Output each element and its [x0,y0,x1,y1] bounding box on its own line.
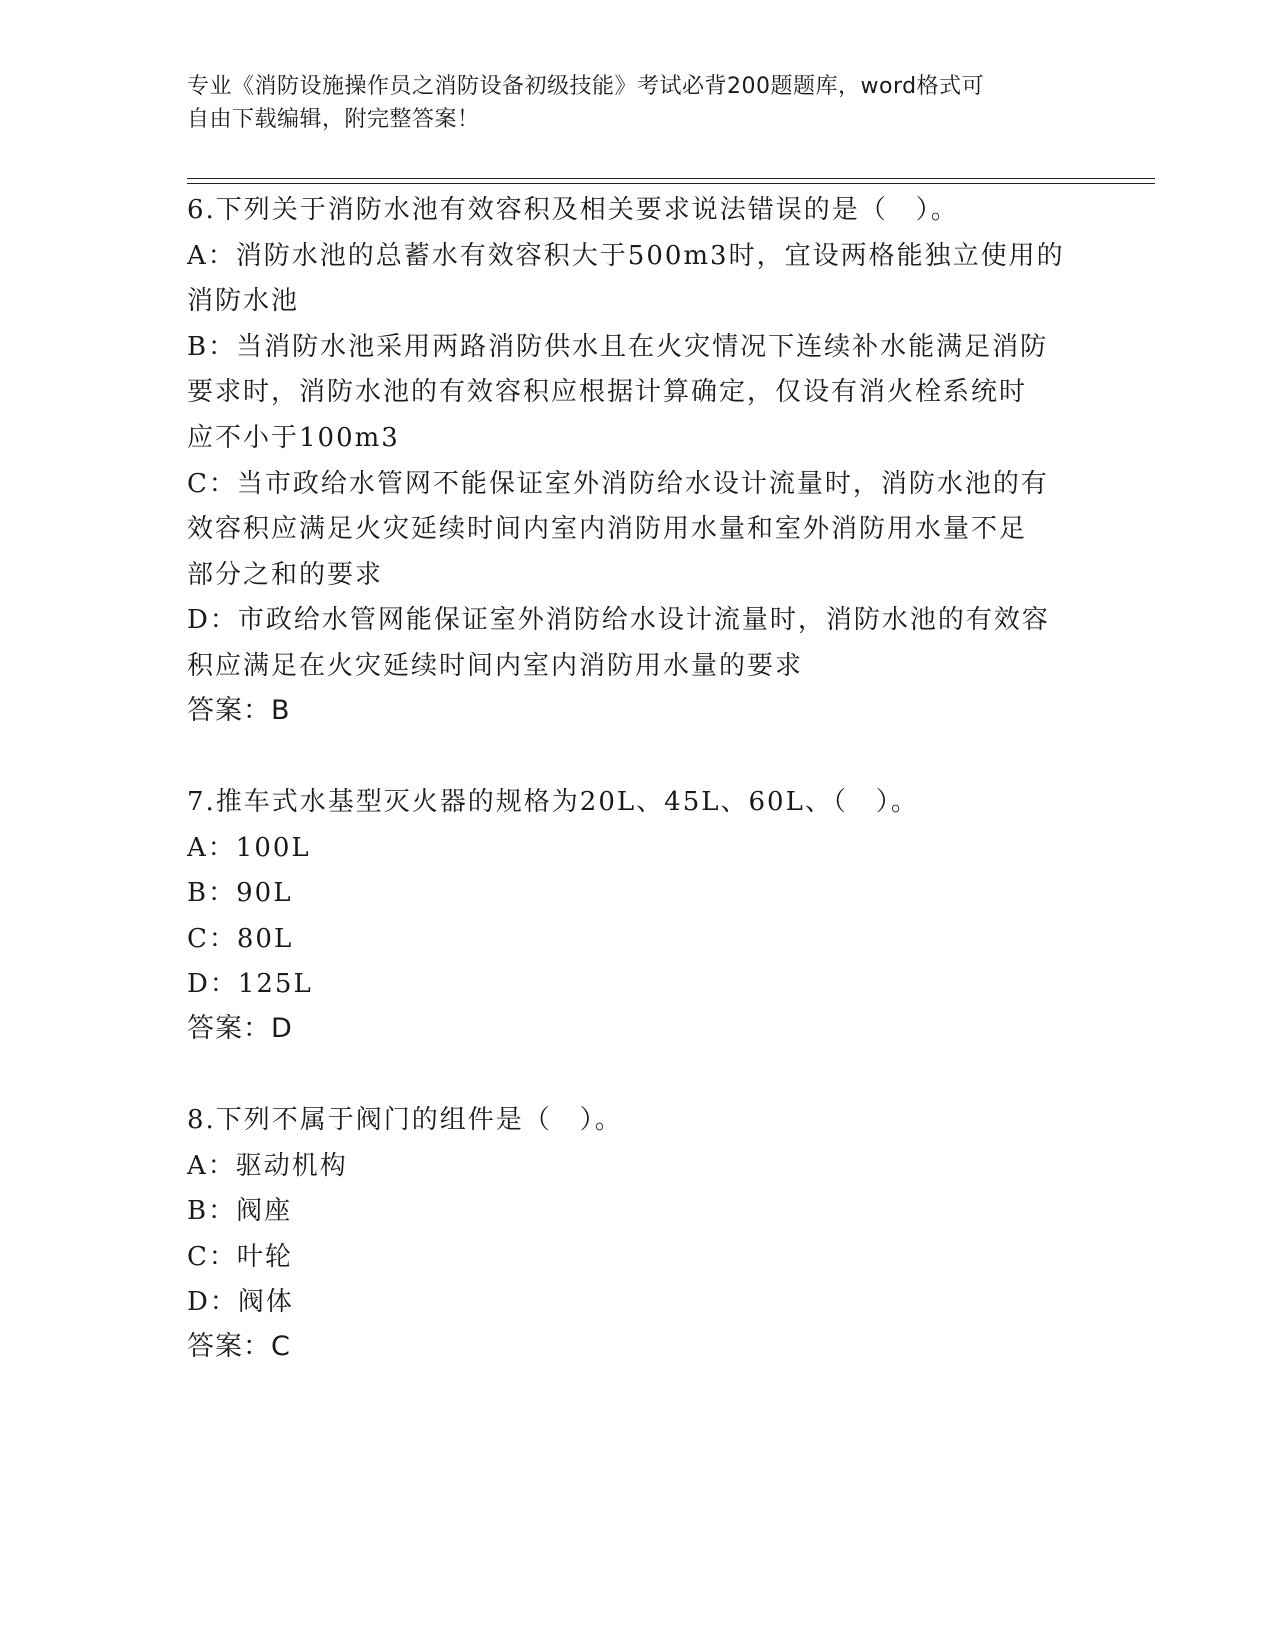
header-line-2: 自由下载编辑，附完整答案！ [187,107,480,132]
option-text: A：消防水池的总蓄水有效容积大于500m3时，宜设两格能独立使用的 [187,240,1065,271]
question-6 [187,188,1067,734]
option-text: B：当消防水池采用两路消防供水且在火灾情况下连续补水能满足消防 [187,331,1049,362]
header-line-1: 专业《消防设施操作员之消防设备初级技能》考试必背200题题库，word格式可 [187,74,985,99]
option-d: D：125L [187,969,313,1000]
option-text: D：市政给水管网能保证室外消防给水设计流量时，消防水池的有效容 [187,605,1050,636]
option-d: D：阀体 [187,1287,294,1318]
header-divider-top [187,178,1155,179]
option-a [187,234,1067,325]
option-c: C：叶轮 [187,1241,293,1272]
answer-text: 答案：D [187,1012,293,1044]
question-stem: 8.下列不属于阀门的组件是（ ）。 [187,1105,623,1135]
question-stem: 7.推车式水基型灭火器的规格为20L、45L、60L、（ ）。 [187,787,919,817]
header-divider-bottom [187,183,1155,184]
option-text: 应不小于100m3 [187,422,400,453]
document-header [187,70,1067,136]
question-7 [187,780,1067,1052]
option-c: C：80L [187,923,294,954]
option-text: 要求时，消防水池的有效容积应根据计算确定，仅设有消火栓系统时 [187,377,1028,408]
answer-text: 答案：C [187,1330,291,1362]
option-text: 部分之和的要求 [187,559,384,590]
option-text: 消防水池 [187,286,300,317]
option-a: A：驱动机构 [187,1150,348,1181]
option-text: 效容积应满足火灾延续时间内室内消防用水量和室外消防用水量不足 [187,514,1028,545]
option-b: B：90L [187,878,293,909]
answer-text: 答案：B [187,694,291,726]
option-b [187,325,1067,462]
option-b: B：阀座 [187,1196,293,1227]
option-text: C：当市政给水管网不能保证室外消防给水设计流量时，消防水池的有 [187,468,1049,499]
option-c [187,462,1067,599]
question-8 [187,1098,1067,1370]
question-stem: 6.下列关于消防水池有效容积及相关要求说法错误的是（ ）。 [187,195,959,225]
option-text: 积应满足在火灾延续时间内室内消防用水量的要求 [187,650,804,681]
option-a: A：100L [187,832,311,863]
option-d [187,598,1067,689]
